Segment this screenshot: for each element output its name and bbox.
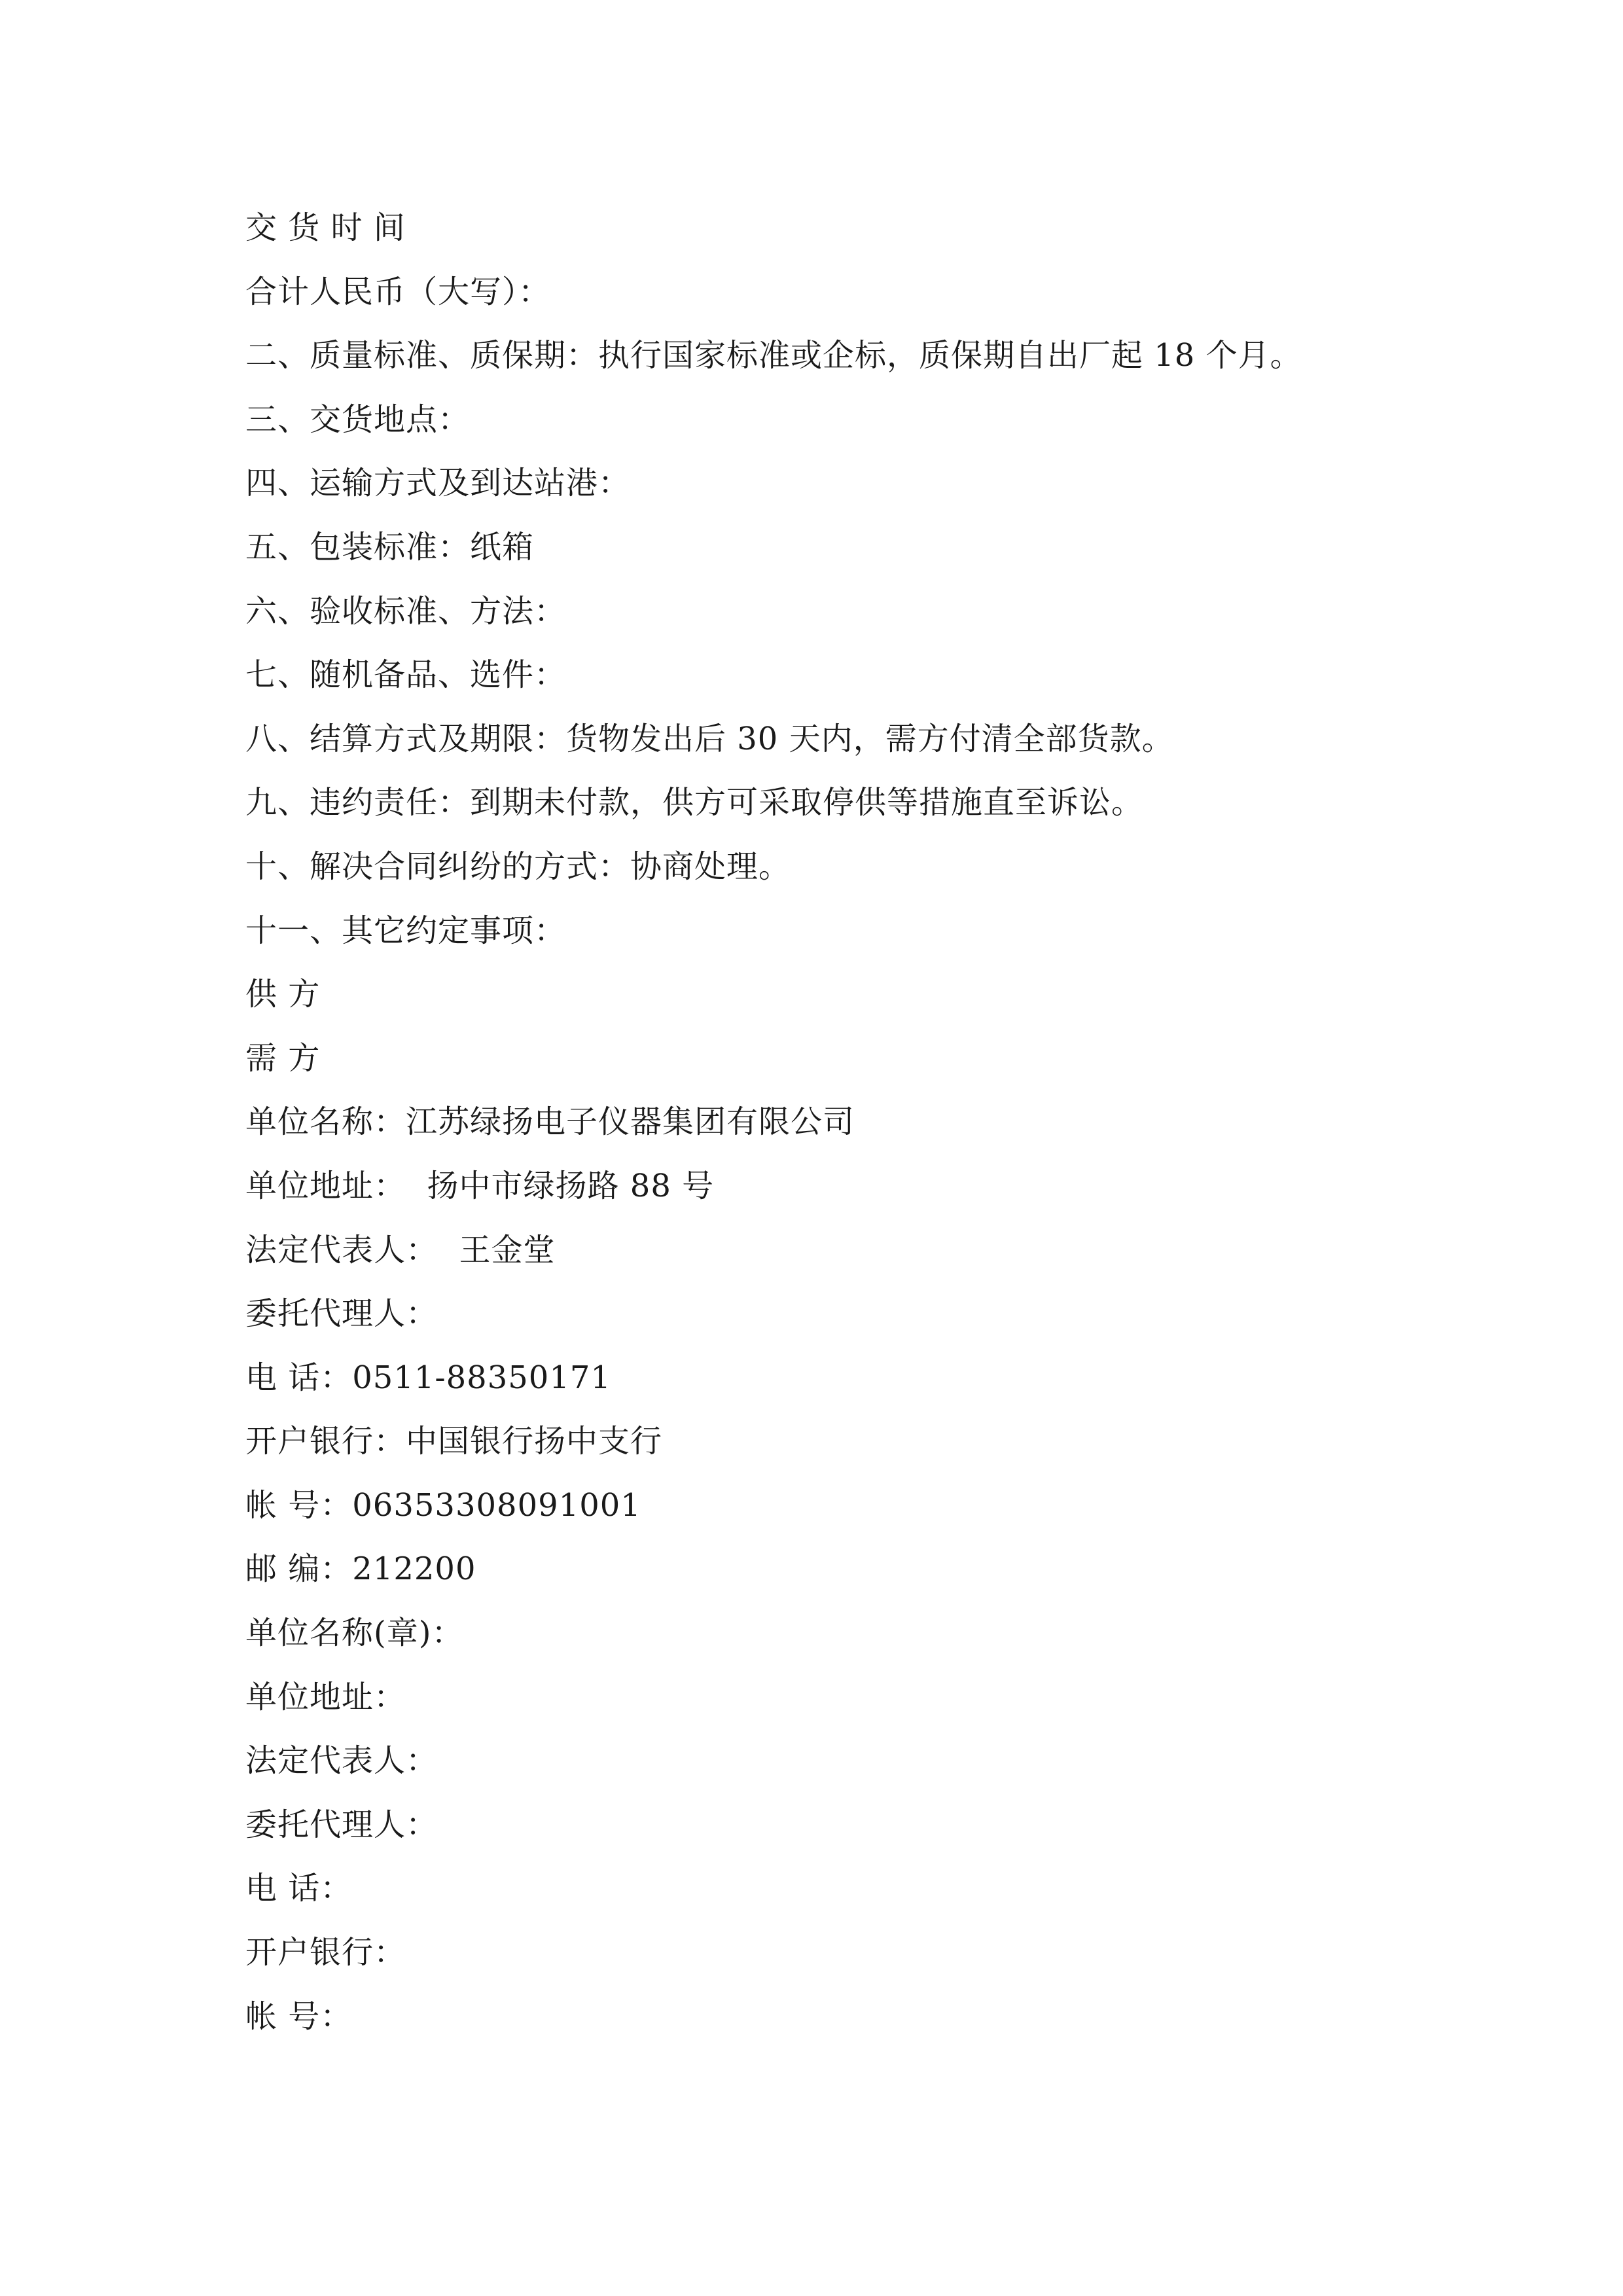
clause-settlement: 八、结算方式及期限：货物发出后 30 天内，需方付清全部货款。 xyxy=(245,720,1174,757)
buyer-account: 帐 号： xyxy=(245,1998,353,2035)
clause-packaging-standard: 五、包装标准：纸箱 xyxy=(245,528,535,565)
clause-spare-parts: 七、随机备品、选件： xyxy=(245,656,567,694)
clause-acceptance-standard: 六、验收标准、方法： xyxy=(245,592,567,630)
supplier-postcode: 邮 编：212200 xyxy=(245,1551,476,1588)
buyer-heading: 需 方 xyxy=(245,1039,321,1077)
supplier-legal-rep: 法定代表人： 王金堂 xyxy=(245,1231,556,1268)
supplier-address: 单位地址： 扬中市绿扬路 88 号 xyxy=(245,1167,715,1204)
supplier-phone: 电 话：0511-88350171 xyxy=(245,1359,611,1396)
buyer-legal-rep: 法定代表人： xyxy=(245,1742,438,1780)
buyer-phone: 电 话： xyxy=(245,1870,353,1907)
clause-transport-method: 四、运输方式及到达站港： xyxy=(245,465,631,502)
clause-breach-liability: 九、违约责任：到期未付款，供方可采取停供等措施直至诉讼。 xyxy=(245,784,1144,821)
supplier-bank: 开户银行：中国银行扬中支行 xyxy=(245,1423,663,1460)
buyer-company-name: 单位名称(章)： xyxy=(245,1615,464,1652)
total-amount-line: 合计人民币（大写）： xyxy=(245,273,551,310)
clause-other-matters: 十一、其它约定事项： xyxy=(245,912,567,949)
buyer-address: 单位地址： xyxy=(245,1678,406,1715)
clause-delivery-place: 三、交货地点： xyxy=(245,401,471,438)
supplier-agent: 委托代理人： xyxy=(245,1295,438,1333)
buyer-agent: 委托代理人： xyxy=(245,1806,438,1843)
delivery-time-line: 交 货 时 间 xyxy=(245,209,406,246)
clause-dispute-resolution: 十、解决合同纠纷的方式：协商处理。 xyxy=(245,848,791,885)
buyer-bank: 开户银行： xyxy=(245,1934,406,1971)
supplier-company-name: 单位名称：江苏绿扬电子仪器集团有限公司 xyxy=(245,1103,855,1141)
clause-quality-standard: 二、质量标准、质保期：执行国家标准或企标，质保期自出厂起 18 个月。 xyxy=(245,337,1302,374)
supplier-account: 帐 号：06353308091001 xyxy=(245,1486,641,1524)
supplier-heading: 供 方 xyxy=(245,976,321,1013)
contract-body xyxy=(245,196,1423,2049)
